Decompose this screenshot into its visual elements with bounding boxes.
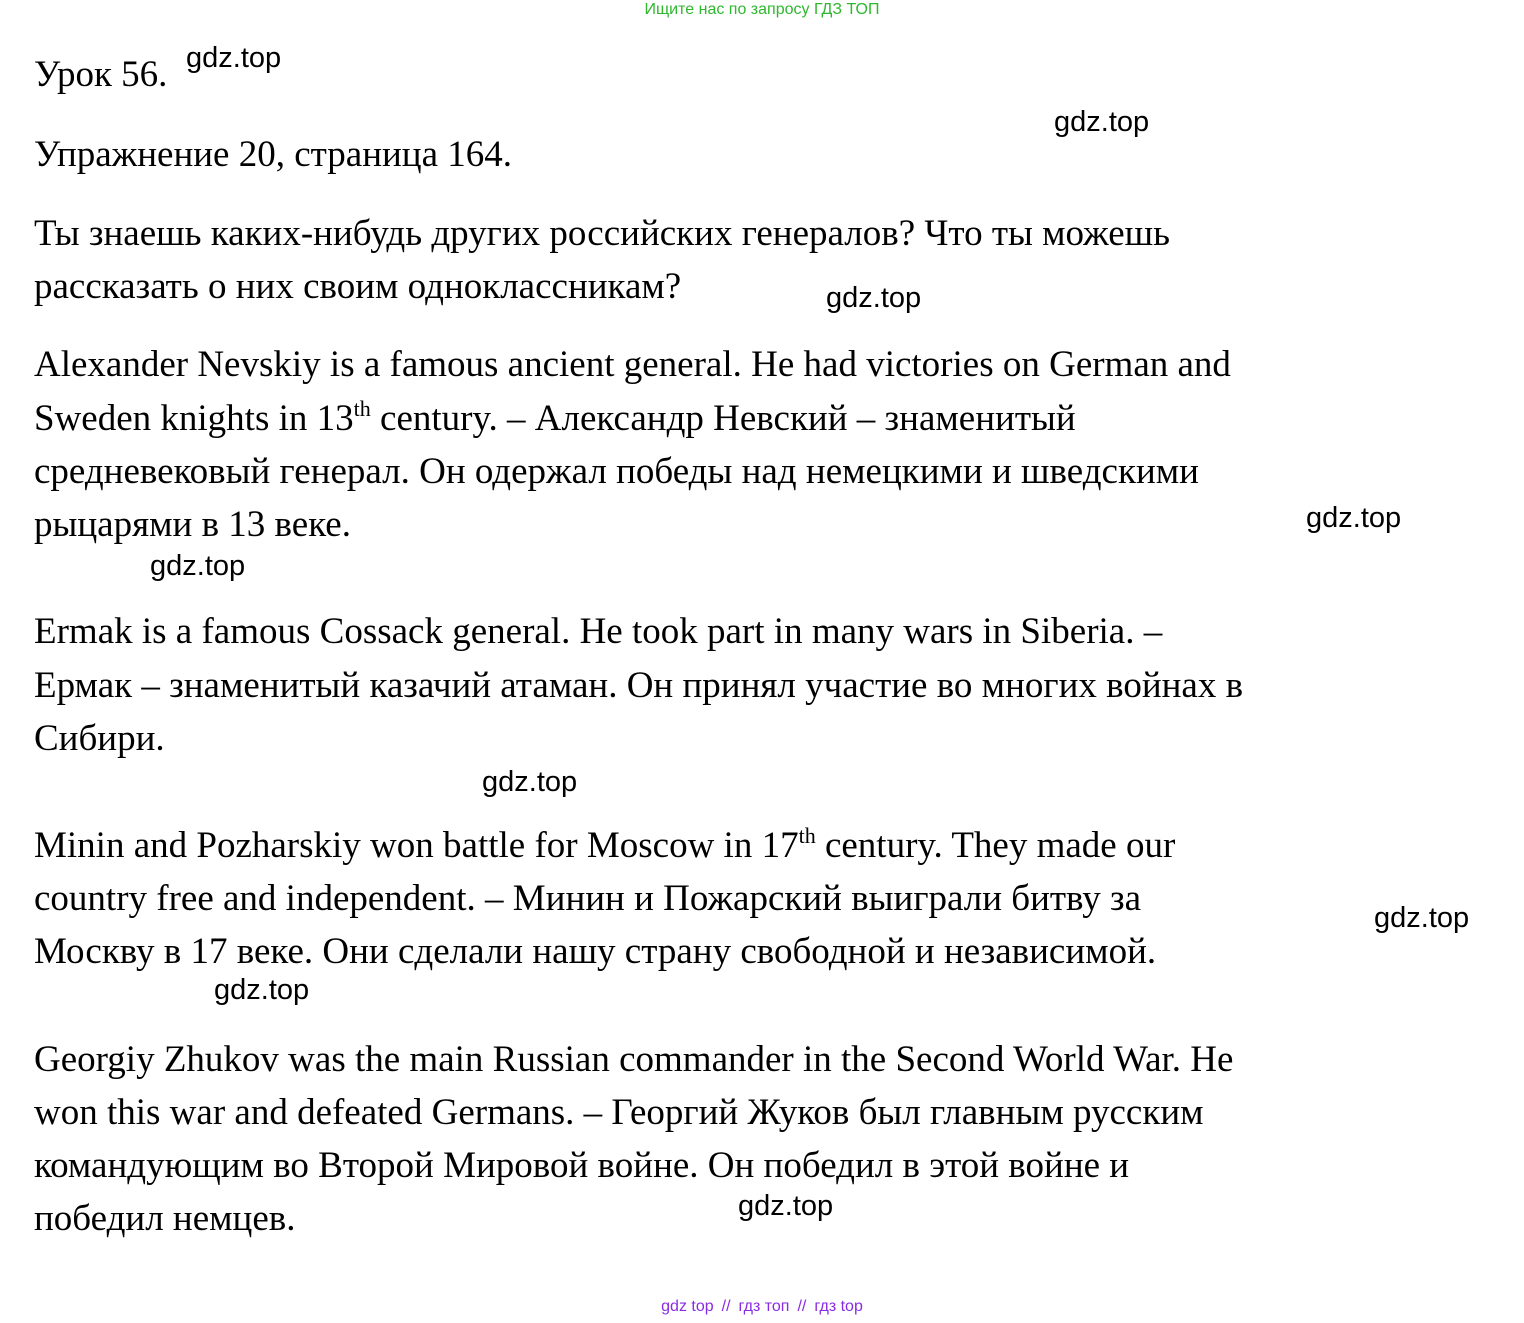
watermark: gdz.top xyxy=(1306,502,1402,534)
watermark: gdz.top xyxy=(1054,106,1150,138)
watermark: gdz.top xyxy=(482,766,578,798)
minin-line-2: country free and independent. – Минин и Пожарский выиграли битву за xyxy=(34,878,1142,919)
watermark: gdz.top xyxy=(1374,902,1470,934)
watermark: gdz.top xyxy=(214,974,310,1006)
nevskiy-line-2-text: Sweden knights in 13 xyxy=(34,398,354,439)
watermark: gdz.top xyxy=(150,550,246,582)
ermak-line-1: Ermak is a famous Cossack general. He took part in many wars in Siberia. – xyxy=(34,611,1163,652)
minin-line-1 xyxy=(34,819,1175,873)
footer-links xyxy=(0,1298,1524,1316)
minin-line-3: Москву в 17 веке. Они сделали нашу страну свободной и независимой. xyxy=(34,931,1157,972)
zhukov-line-4: победил немцев. xyxy=(34,1198,296,1239)
nevskiy-line-1: Alexander Nevskiy is a famous ancient general. He had victories on German and xyxy=(34,344,1231,385)
ordinal-suffix: th xyxy=(798,823,816,848)
zhukov-line-3: командующим во Второй Мировой войне. Он победил в этой войне и xyxy=(34,1145,1130,1186)
question-line-2: рассказать о них своим одноклассникам? xyxy=(34,266,682,307)
lesson-title: Урок 56. xyxy=(34,54,168,95)
footer-link-gdz-top-ru[interactable]: гдз топ xyxy=(738,1298,790,1315)
question-line-1: Ты знаешь каких-нибудь других российских генералов? Что ты можешь xyxy=(34,213,1170,254)
nevskiy-line-3: средневековый генерал. Он одержал победы над немецкими и шведскими xyxy=(34,451,1199,492)
nevskiy-line-2-rest: century. – Александр Невский – знаменитый xyxy=(370,398,1076,439)
watermark: gdz.top xyxy=(186,42,282,74)
top-banner: Ищите нас по запросу ГДЗ ТОП xyxy=(644,1,880,18)
footer-separator: // xyxy=(721,1298,731,1315)
minin-line-1-text: Minin and Pozharskiy won battle for Moscow in 17 xyxy=(34,825,799,866)
zhukov-line-1: Georgiy Zhukov was the main Russian commander in the Second World War. He xyxy=(34,1039,1234,1080)
ermak-line-2: Ермак – знаменитый казачий атаман. Он принял участие во многих войнах в xyxy=(34,665,1244,706)
exercise-title: Упражнение 20, страница 164. xyxy=(34,134,513,175)
footer-link-gdz-top[interactable]: gdz top xyxy=(661,1298,714,1315)
ordinal-suffix: th xyxy=(353,396,371,421)
watermark: gdz.top xyxy=(826,282,922,314)
ermak-line-3: Сибири. xyxy=(34,718,165,759)
nevskiy-line-2 xyxy=(34,392,1076,446)
minin-line-1-rest: century. They made our xyxy=(815,825,1176,866)
zhukov-line-2: won this war and defeated Germans. – Георгий Жуков был главным русским xyxy=(34,1092,1204,1133)
nevskiy-line-4: рыцарями в 13 веке. xyxy=(34,504,351,545)
footer-link-gdz-top-mixed[interactable]: гдз top xyxy=(814,1298,863,1315)
watermark: gdz.top xyxy=(738,1190,834,1222)
footer-separator: // xyxy=(797,1298,807,1315)
